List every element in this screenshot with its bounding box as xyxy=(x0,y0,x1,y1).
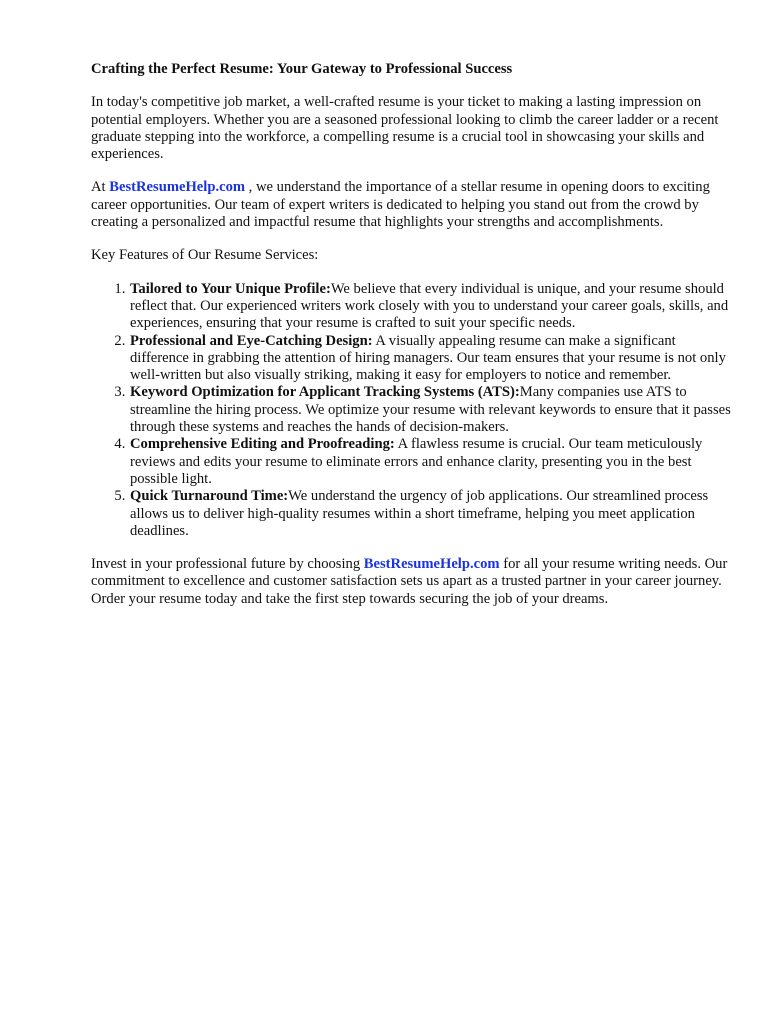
intro-paragraph: In today's competitive job market, a well-crafted resume is your ticket to making a lasting impression on potential employers. Whether you are a seasoned professional looking to climb the career ladder or a recent graduate stepping into the workforce, a compelling resume is a crucial tool in showcasing your skills and experiences. xyxy=(91,94,719,163)
about-prefix: At xyxy=(91,179,110,196)
closing-prefix: Invest in your professional future by choosing xyxy=(91,556,364,573)
document-title: Crafting the Perfect Resume: Your Gateway to Professional Success xyxy=(91,61,513,77)
feature-title: Keyword Optimization for Applicant Tracking Systems (ATS): xyxy=(130,384,520,401)
feature-item xyxy=(129,436,731,488)
feature-item xyxy=(129,281,731,333)
feature-item xyxy=(129,488,731,540)
feature-text: Many companies use ATS to streamline the hiring process. We optimize your resume with relevant keywords to ensure that it passes through these systems and reaches the hands of decision-makers. xyxy=(130,384,731,436)
document-page xyxy=(91,61,731,624)
closing-site-link[interactable]: BestResumeHelp.com xyxy=(363,556,500,573)
about-site-link[interactable]: BestResumeHelp.com xyxy=(109,179,246,196)
feature-text: A flawless resume is crucial. Our team meticulously reviews and edits your resume to eliminate errors and enhance clarity, presenting you in the best possible light. xyxy=(130,436,703,487)
feature-item xyxy=(129,333,731,385)
feature-text: We believe that every individual is unique, and your resume should reflect that. Our experienced writers work closely with you to understand your career goals, skills, and experiences, ensuring that your resume is crafted to suit your specific needs. xyxy=(130,280,729,332)
about-suffix: , we understand the importance of a stellar resume in opening doors to exciting career opportunities. Our team of expert writers is dedicated to helping you stand out from the crowd by creating a personalized and impactful resume that highlights your strengths and accomplishments. xyxy=(91,179,710,231)
feature-title: Professional and Eye-Catching Design: xyxy=(130,332,373,349)
feature-text: We understand the urgency of job applications. Our streamlined process allows us to deliver high-quality resumes within a short timeframe, helping you meet application deadlines. xyxy=(130,488,709,539)
feature-title: Quick Turnaround Time: xyxy=(130,488,289,505)
features-list xyxy=(91,281,731,540)
feature-title: Comprehensive Editing and Proofreading: xyxy=(130,436,395,453)
about-paragraph xyxy=(91,179,731,231)
feature-item xyxy=(129,384,731,436)
closing-suffix: for all your resume writing needs. Our commitment to excellence and customer satisfaction sets us apart as a trusted partner in your career journey. Order your resume today and take the first step towards securing the job of your dreams. xyxy=(91,556,728,607)
closing-paragraph xyxy=(91,556,731,608)
feature-title: Tailored to Your Unique Profile: xyxy=(130,280,331,297)
features-heading: Key Features of Our Resume Services: xyxy=(91,247,319,264)
feature-text: A visually appealing resume can make a significant difference in grabbing the attention of hiring managers. Our team ensures that your resume is not only well-written but also visually striking, making it easy for employers to notice and remember. xyxy=(130,332,726,384)
